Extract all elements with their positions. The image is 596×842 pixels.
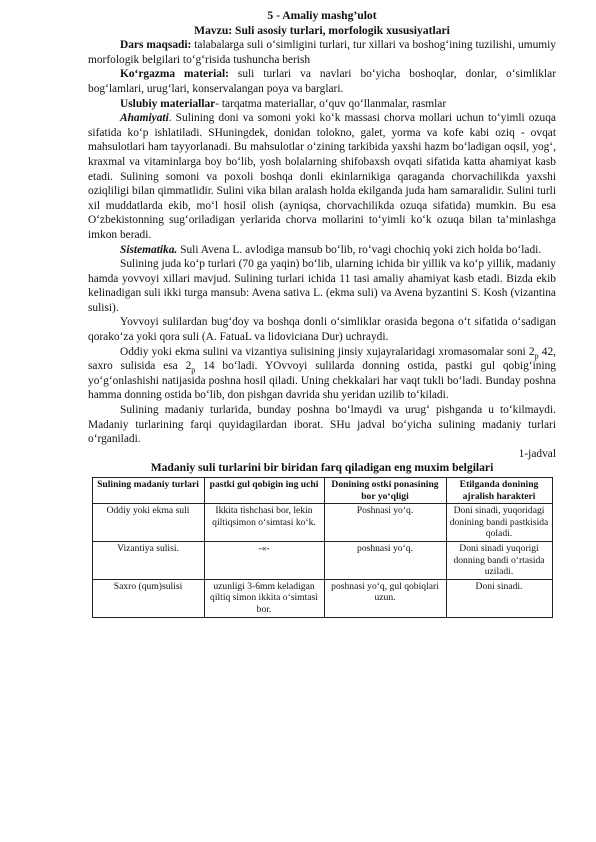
exhibits-text: suli turlari va navlari bo‘yicha boshoqlar, donlar, o‘simliklar bog‘lamlari, urug‘lari, konservalangan poya va barglari. [88, 68, 556, 95]
table-header-cell: pastki gul qobigin ing uchi [204, 478, 324, 504]
table-cell: Vizantiya sulisi. [92, 541, 204, 579]
table-row [92, 541, 552, 579]
table-cell: poshnasi yo‘q. [324, 541, 446, 579]
table-caption: Madaniy suli turlarini bir biridan farq qiladigan eng muxim belgilari [150, 461, 494, 475]
table-row [92, 504, 552, 542]
table-cell: Doni sinadi. [446, 579, 552, 617]
table-header-cell: Etilganda donining ajralish harakteri [446, 478, 552, 504]
table-cell: Ikkita tishchasi bor, lekin qiltiqsimon o‘simtasi ko‘k. [204, 504, 324, 542]
systematics-paragraph [88, 243, 556, 258]
materials-label: Uslubiy materiallar [120, 97, 216, 110]
chromosome-text-a: Oddiy yoki ekma sulini va vizantiya sulisining jinsiy xujayralaridagi xromasomalar soni 2 [120, 345, 535, 358]
exhibits-paragraph [88, 67, 556, 96]
document-body [88, 9, 556, 618]
table-number: 1-jadval [518, 447, 556, 460]
table-header-cell: Sulining madaniy turlari [92, 478, 204, 504]
cultural-types-paragraph: Sulining madaniy turlarida, bunday poshna bo‘lmaydi va urug‘ pishganda u to‘kilmaydi. Madaniy turlarining farqi quyidagilardan iborat. SHu jadval bo‘yicha sulining madaniy turlari o‘rganiladi. [88, 404, 556, 446]
table-cell: Doni sinadi yuqorigi donning bandi o‘rtasida uziladi. [446, 541, 552, 579]
materials-text: - tarqatma materiallar, o‘quv qo‘llanmalar, rasmlar [215, 97, 447, 110]
wild-oats-paragraph: Yovvoyi sulilardan bug‘doy va boshqa donli o‘simliklar orasida begona o‘t sifatida o‘sadigan qorako‘za yoki qora suli (A. FatuaL va lidoviciana Dur) uchraydi. [88, 316, 556, 344]
table-cell: uzunligi 3-6mm keladigan qiltiq simon ikkita o‘simtasi bor. [204, 579, 324, 617]
chromosome-text-b: 42, saxro sulisida esa 2 [88, 345, 556, 373]
table-row [92, 579, 552, 617]
exhibits-label: Ko‘rgazma material: [120, 68, 229, 81]
table-header-row [92, 478, 552, 504]
chromosome-sub-2: p [191, 365, 196, 375]
lesson-topic: Mavzu: Suli asosiy turlari, morfologik xususiyatlari [194, 23, 450, 37]
importance-label: Ahamiyati [120, 112, 169, 125]
systematics-label: Sistematika. [120, 243, 178, 256]
importance-text: . Sulining doni va somoni yoki ko‘k massasi chorva mollari uchun to‘yimli ozuqa sifatida ko‘p ishlatiladi. SHuningdek, donidan tolokno, galet, yorma va kofe kabi oziq - ovqat mahsulotlari ham tayyorlanadi. Bu mahsulotlar o‘zining tarkibida yaxshi hazm bo‘ladigan oqsil, yog‘, kraxmal va vitaminlarga boy bo‘lib, yosh bolalarning shifobaxsh ovqati sifatida katta ahamiyat kasb etadi. Sulining somoni va poxoli boshqa donli ekinlarnikiga qaraganda chorvachilikda yaxshi oziqliligi bilan qimmatlidir. Sulini vika bilan aralash holda ekilganda juda ham samaralidir. Sulini turli xil muddatlarda ekib, mo‘l hosil olish (ayniqsa, chorvachilikda ozuqa sifatida) mumkin. Bu esa O‘zbekistonning sug‘oriladigan yerlarida chorva mollarini to‘yimli ko‘k ozuqa bilan ta’minlashga imkon beradi. [88, 112, 556, 241]
table-cell: Saxro (qum)sulisi [92, 579, 204, 617]
table-cell: poshnasi yo‘q, gul qobiqlari uzun. [324, 579, 446, 617]
table-cell: -«- [204, 541, 324, 579]
lesson-heading: 5 - Amaliy mashg’ulot [267, 9, 377, 22]
chromosome-sub-1: p [534, 350, 539, 360]
importance-paragraph [88, 111, 556, 242]
goal-text: talabalarga suli o‘simligini turlari, tur xillari va boshog‘ining tuzilishi, umumiy morfologik belgilari to‘g‘risida tushuncha berish [88, 39, 556, 66]
goal-paragraph [88, 38, 556, 67]
comparison-table [92, 477, 553, 618]
chromosome-paragraph [88, 345, 556, 403]
chromosome-text-c: 14 bo‘ladi. YOvvoyi sulilarda donning ostida, pastki gul qobig‘ining yo‘g‘onlashishi natijasida poshna hosil qiladi. Uning chekkalari har vaqt tukli bo‘ladi. Bunday poshna hamma donning ostida bo‘lib, don pishgan davrida shu yeridan uzilib to‘kiladi. [88, 360, 557, 402]
materials-paragraph [88, 97, 556, 112]
table-cell: Poshnasi yo‘q. [324, 504, 446, 542]
species-paragraph: Sulining juda ko‘p turlari (70 ga yaqin) bo‘lib, ularning ichida bir yillik va ko‘p yillik, madaniy hamda yovvoyi xillari mavjud. Sulining turlari ichida 11 tasi amaliy ahamiyat kasb etadi. Bizda ekib kelinadigan suli ikki turga mansub: Avena sativa L. (ekma suli) va Avena byzantini S. Kosh (vizantina sulisi). [88, 258, 556, 314]
systematics-text: Suli Avena L. avlodiga mansub bo‘lib, ro‘vagi chochiq yoki zich holda bo‘ladi. [177, 243, 542, 256]
table-cell: Doni sinadi, yuqoridagi donining bandi pastkisida qoladi. [446, 504, 552, 542]
table-cell: Oddiy yoki ekma suli [92, 504, 204, 542]
table-header-cell: Donining ostki ponasining bor yo‘qligi [324, 478, 446, 504]
goal-label: Dars maqsadi: [120, 39, 192, 52]
